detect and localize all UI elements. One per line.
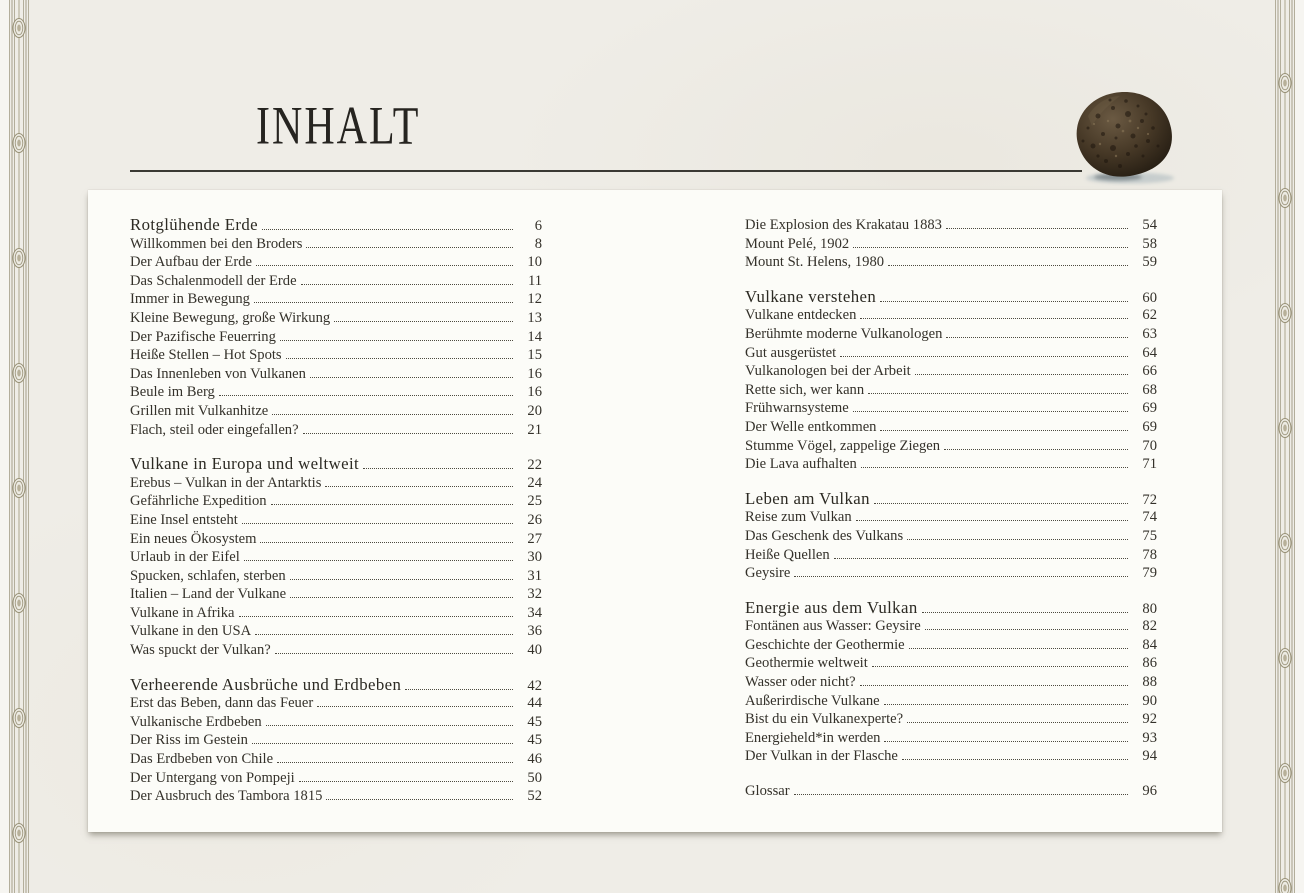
toc-entry-row	[745, 362, 1157, 381]
toc-entry-label: Vulkanologen bei der Arbeit	[745, 363, 911, 380]
toc-entry-row	[745, 399, 1157, 418]
toc-entry-label: Verheerende Ausbrüche und Erdbeben	[130, 674, 402, 694]
toc-dot-leader	[303, 433, 513, 434]
toc-dot-leader	[363, 468, 513, 469]
toc-page-number: 93	[1142, 729, 1157, 746]
toc-entry-label: Fontänen aus Wasser: Geysire	[745, 618, 921, 635]
toc-dot-leader	[853, 247, 1128, 248]
toc-entry-label: Erebus – Vulkan in der Antarktis	[130, 474, 322, 491]
toc-page-number: 62	[1142, 307, 1157, 324]
toc-entry-row	[745, 306, 1157, 325]
toc-entry-label: Heiße Stellen – Hot Spots	[130, 347, 282, 364]
toc-page-number: 46	[527, 751, 542, 768]
toc-section	[745, 288, 1157, 474]
toc-dot-leader	[860, 318, 1128, 319]
toc-dot-leader	[944, 449, 1128, 450]
toc-page-number: 94	[1142, 748, 1157, 765]
toc-dot-leader	[272, 414, 513, 415]
toc-entry-row	[745, 747, 1157, 766]
toc-page-number: 40	[527, 642, 542, 659]
toc-page-number: 59	[1142, 254, 1157, 271]
toc-dot-leader	[244, 560, 513, 561]
toc-section-header-row	[745, 490, 1157, 509]
toc-dot-leader	[290, 597, 513, 598]
toc-entry-label: Rotglühende Erde	[130, 215, 259, 234]
toc-page-number: 24	[527, 474, 542, 491]
toc-entry-label: Der Riss im Gestein	[130, 732, 248, 749]
toc-entry-row	[130, 567, 542, 586]
toc-dot-leader	[856, 520, 1128, 521]
toc-dot-leader	[317, 706, 513, 707]
toc-entry-label: Beule im Berg	[130, 384, 215, 401]
toc-entry-row	[130, 328, 542, 347]
toc-entry-row	[745, 564, 1157, 583]
toc-dot-leader	[872, 666, 1128, 667]
toc-entry-label: Italien – Land der Vulkane	[130, 586, 287, 603]
toc-dot-leader	[946, 228, 1128, 229]
toc-dot-leader	[860, 685, 1128, 686]
toc-entry-row	[745, 636, 1157, 655]
toc-dot-leader	[880, 430, 1128, 431]
toc-entry-label: Der Ausbruch des Tambora 1815	[130, 788, 323, 805]
toc-page-number: 58	[1142, 235, 1157, 252]
toc-page-number: 74	[1142, 509, 1157, 526]
toc-section-header-row	[745, 288, 1157, 307]
toc-entry-row	[130, 731, 542, 750]
toc-page-number: 12	[527, 291, 542, 308]
toc-page-number: 86	[1142, 655, 1157, 672]
toc-entry-label: Das Geschenk des Vulkans	[745, 527, 904, 544]
toc-entry-label: Immer in Bewegung	[130, 291, 250, 308]
toc-dot-leader	[266, 725, 513, 726]
toc-dot-leader	[260, 542, 513, 543]
toc-page-number: 90	[1142, 692, 1157, 709]
toc-dot-leader	[280, 340, 513, 341]
toc-entry-label: Erst das Beben, dann das Feuer	[130, 695, 314, 712]
toc-dot-leader	[310, 377, 513, 378]
toc-entry-label: Frühwarnsysteme	[745, 400, 849, 417]
toc-page-number: 32	[527, 586, 542, 603]
toc-page-number: 11	[527, 272, 542, 289]
toc-page-number: 6	[534, 218, 542, 234]
toc-entry-label: Der Vulkan in der Flasche	[745, 748, 898, 765]
toc-section	[745, 782, 1157, 801]
toc-dot-leader	[840, 356, 1128, 357]
toc-entry-row	[130, 604, 542, 623]
toc-dot-leader	[907, 539, 1128, 540]
toc-entry-label: Außerirdische Vulkane	[745, 692, 880, 709]
toc-dot-leader	[888, 265, 1128, 266]
toc-page-number: 64	[1142, 344, 1157, 361]
toc-dot-leader	[922, 612, 1128, 613]
toc-entry-label: Heiße Quellen	[745, 546, 830, 563]
toc-entry-label: Reise zum Vulkan	[745, 509, 852, 526]
toc-entry-row	[130, 365, 542, 384]
toc-dot-leader	[946, 337, 1128, 338]
toc-page-number: 52	[527, 788, 542, 805]
toc-entry-label: Was spuckt der Vulkan?	[130, 642, 271, 659]
toc-dot-leader	[242, 523, 513, 524]
toc-dot-leader	[239, 616, 514, 617]
toc-dot-leader	[286, 358, 513, 359]
toc-page-number: 8	[534, 235, 542, 252]
toc-page-number: 22	[527, 457, 542, 474]
toc-entry-row	[745, 455, 1157, 474]
toc-page-number: 60	[1142, 289, 1157, 306]
toc-section	[130, 216, 542, 439]
toc-entry-label: Der Untergang von Pompeji	[130, 769, 295, 786]
toc-entry-label: Mount St. Helens, 1980	[745, 254, 885, 271]
toc-entry-row	[130, 530, 542, 549]
toc-entry-row	[130, 641, 542, 660]
toc-entry-row	[130, 272, 542, 291]
toc-section-header-row	[130, 455, 542, 474]
toc-dot-leader	[325, 486, 513, 487]
toc-section	[745, 490, 1157, 583]
toc-entry-row	[130, 713, 542, 732]
toc-entry-label: Vulkane in den USA	[130, 623, 252, 640]
toc-entry-label: Eine Insel entsteht	[130, 511, 238, 528]
toc-entry-row	[745, 527, 1157, 546]
toc-dot-leader	[254, 302, 513, 303]
toc-entry-row	[130, 511, 542, 530]
toc-dot-leader	[256, 265, 513, 266]
toc-entry-label: Glossar	[745, 783, 790, 800]
toc-entry-row	[745, 654, 1157, 673]
toc-dot-leader	[880, 301, 1128, 302]
toc-entry-label: Willkommen bei den Broders	[130, 235, 303, 252]
decorative-border-left-icon	[8, 0, 30, 893]
toc-dot-leader	[326, 799, 513, 800]
toc-entry-label: Energie aus dem Vulkan	[745, 597, 918, 617]
toc-page-number: 96	[1142, 783, 1157, 800]
toc-entry-label: Grillen mit Vulkanhitze	[130, 402, 269, 419]
toc-entry-label: Urlaub in der Eifel	[130, 549, 240, 566]
toc-dot-leader	[794, 794, 1128, 795]
toc-page-number: 15	[527, 347, 542, 364]
toc-dot-leader	[262, 229, 513, 230]
toc-dot-leader	[271, 504, 513, 505]
toc-entry-row	[130, 492, 542, 511]
toc-entry-row	[130, 548, 542, 567]
toc-page-number: 69	[1142, 400, 1157, 417]
toc-entry-label: Berühmte moderne Vulkanologen	[745, 325, 943, 342]
toc-page-number: 25	[527, 493, 542, 510]
toc-entry-row	[130, 421, 542, 440]
toc-entry-label: Das Innenleben von Vulkanen	[130, 365, 306, 382]
toc-entry-row	[745, 546, 1157, 565]
toc-entry-label: Der Aufbau der Erde	[130, 254, 252, 271]
toc-page-number: 78	[1142, 546, 1157, 563]
toc-section	[745, 599, 1157, 766]
toc-entry-label: Vulkanische Erdbeben	[130, 713, 262, 730]
toc-entry-row	[745, 710, 1157, 729]
toc-entry-row	[130, 402, 542, 421]
toc-page-number: 50	[527, 769, 542, 786]
toc-entry-row	[745, 729, 1157, 748]
toc-entry-row	[745, 508, 1157, 527]
toc-entry-label: Spucken, schlafen, sterben	[130, 567, 286, 584]
toc-dot-leader	[301, 284, 513, 285]
toc-page-number: 16	[527, 365, 542, 382]
toc-entry-row	[745, 617, 1157, 636]
toc-page-number: 71	[1142, 456, 1157, 473]
toc-page-number: 84	[1142, 636, 1157, 653]
content-panel	[88, 190, 1222, 832]
toc-page-number: 30	[527, 549, 542, 566]
toc-page-number: 34	[527, 604, 542, 621]
toc-page-number: 42	[527, 677, 542, 694]
toc-page-number: 79	[1142, 565, 1157, 582]
toc-section-header-row	[745, 599, 1157, 618]
toc-entry-row	[745, 782, 1157, 801]
toc-page-number: 45	[527, 713, 542, 730]
toc-entry-label: Der Pazifische Feuerring	[130, 328, 276, 345]
toc-page-number: 63	[1142, 325, 1157, 342]
toc-dot-leader	[299, 781, 513, 782]
toc-page-number: 21	[527, 421, 542, 438]
toc-page-number: 88	[1142, 674, 1157, 691]
toc-entry-row	[130, 309, 542, 328]
toc-dot-leader	[255, 634, 513, 635]
toc-entry-row	[130, 346, 542, 365]
toc-dot-leader	[884, 704, 1128, 705]
toc-entry-label: Rette sich, wer kann	[745, 381, 865, 398]
toc-page-number: 75	[1142, 527, 1157, 544]
toc-entry-row	[745, 325, 1157, 344]
toc-entry-label: Vulkane in Europa und weltweit	[130, 454, 360, 474]
toc-entry-label: Vulkane in Afrika	[130, 604, 235, 621]
toc-column-left	[130, 216, 542, 806]
title-rule	[130, 170, 1082, 172]
toc-entry-label: Vulkane entdecken	[745, 307, 857, 324]
toc-page-number: 27	[527, 530, 542, 547]
page-edge-right	[1295, 0, 1304, 893]
toc-entry-label: Ein neues Ökosystem	[130, 530, 257, 547]
toc-entry-row	[745, 437, 1157, 456]
toc-entry-row	[745, 673, 1157, 692]
toc-dot-leader	[874, 503, 1128, 504]
toc-entry-label: Bist du ein Vulkanexperte?	[745, 711, 904, 728]
toc-entry-label: Das Schalenmodell der Erde	[130, 272, 297, 289]
toc-section	[745, 216, 1157, 272]
toc-page-number: 92	[1142, 711, 1157, 728]
toc-dot-leader	[909, 648, 1128, 649]
lava-rock-image	[1058, 86, 1190, 186]
toc-dot-leader	[306, 247, 513, 248]
toc-page-number: 70	[1142, 437, 1157, 454]
toc-page-number: 13	[527, 309, 542, 326]
toc-page-number: 45	[527, 732, 542, 749]
toc-entry-row	[130, 253, 542, 272]
toc-entry-label: Flach, steil oder eingefallen?	[130, 421, 299, 438]
toc-entry-label: Geysire	[745, 565, 791, 582]
toc-dot-leader	[794, 576, 1128, 577]
toc-entry-row	[130, 769, 542, 788]
toc-entry-row	[130, 474, 542, 493]
toc-dot-leader	[334, 321, 513, 322]
toc-entry-label: Gut ausgerüstet	[745, 344, 837, 361]
toc-entry-row	[745, 418, 1157, 437]
toc-page-number: 10	[527, 254, 542, 271]
toc-dot-leader	[290, 579, 513, 580]
toc-dot-leader	[907, 722, 1128, 723]
toc-page-number: 20	[527, 402, 542, 419]
toc-entry-row	[130, 383, 542, 402]
toc-dot-leader	[219, 395, 513, 396]
toc-entry-label: Leben am Vulkan	[745, 488, 870, 508]
toc-dot-leader	[277, 762, 513, 763]
toc-entry-label: Stumme Vögel, zappelige Ziegen	[745, 437, 941, 454]
toc-entry-row	[130, 787, 542, 806]
toc-dot-leader	[884, 741, 1128, 742]
toc-dot-leader	[925, 629, 1128, 630]
toc-entry-label: Mount Pelé, 1902	[745, 235, 850, 252]
toc-page-number: 14	[527, 328, 542, 345]
toc-section	[130, 676, 542, 806]
toc-page-number: 44	[527, 695, 542, 712]
toc-section	[130, 455, 542, 660]
toc-dot-leader	[868, 393, 1128, 394]
toc-page-number: 80	[1142, 600, 1157, 617]
toc-entry-row	[130, 585, 542, 604]
toc-page-number: 54	[1142, 217, 1157, 233]
toc-entry-row	[745, 692, 1157, 711]
toc-page-number: 68	[1142, 381, 1157, 398]
toc-entry-label: Die Lava aufhalten	[745, 456, 857, 473]
decorative-border-right-icon	[1274, 0, 1296, 893]
toc-section-header-row	[130, 216, 542, 235]
toc-dot-leader	[252, 743, 513, 744]
toc-entry-row	[130, 290, 542, 309]
toc-entry-label: Geothermie weltweit	[745, 655, 868, 672]
toc-entry-row	[745, 344, 1157, 363]
toc-dot-leader	[915, 374, 1128, 375]
toc-entry-row	[745, 216, 1157, 235]
toc-page-number: 31	[527, 567, 542, 584]
toc-entry-label: Geschichte der Geothermie	[745, 636, 905, 653]
toc-entry-row	[745, 253, 1157, 272]
toc-entry-label: Die Explosion des Krakatau 1883	[745, 217, 942, 233]
toc-page-number: 16	[527, 384, 542, 401]
toc-section-header-row	[130, 676, 542, 695]
toc-entry-label: Vulkane verstehen	[745, 286, 877, 306]
toc-entry-row	[745, 381, 1157, 400]
toc-entry-label: Energieheld*in werden	[745, 729, 881, 746]
toc-page-number: 72	[1142, 491, 1157, 508]
toc-entry-label: Gefährliche Expedition	[130, 493, 267, 510]
toc-dot-leader	[902, 759, 1128, 760]
toc-dot-leader	[405, 689, 513, 690]
toc-column-right	[745, 216, 1157, 801]
toc-page-number: 66	[1142, 363, 1157, 380]
toc-page-number: 82	[1142, 618, 1157, 635]
toc-entry-label: Der Welle entkommen	[745, 418, 877, 435]
toc-page-number: 36	[527, 623, 542, 640]
toc-dot-leader	[834, 558, 1128, 559]
toc-entry-row	[130, 750, 542, 769]
toc-entry-label: Wasser oder nicht?	[745, 674, 856, 691]
toc-entry-label: Das Erdbeben von Chile	[130, 751, 274, 768]
toc-entry-label: Kleine Bewegung, große Wirkung	[130, 309, 331, 326]
toc-dot-leader	[861, 467, 1128, 468]
toc-dot-leader	[275, 653, 513, 654]
toc-entry-row	[745, 235, 1157, 254]
toc-entry-row	[130, 622, 542, 641]
toc-entry-row	[130, 694, 542, 713]
toc-page-number: 69	[1142, 418, 1157, 435]
toc-page-number: 26	[527, 511, 542, 528]
toc-entry-row	[130, 235, 542, 254]
toc-dot-leader	[853, 411, 1128, 412]
page-title: INHALT	[256, 97, 421, 157]
